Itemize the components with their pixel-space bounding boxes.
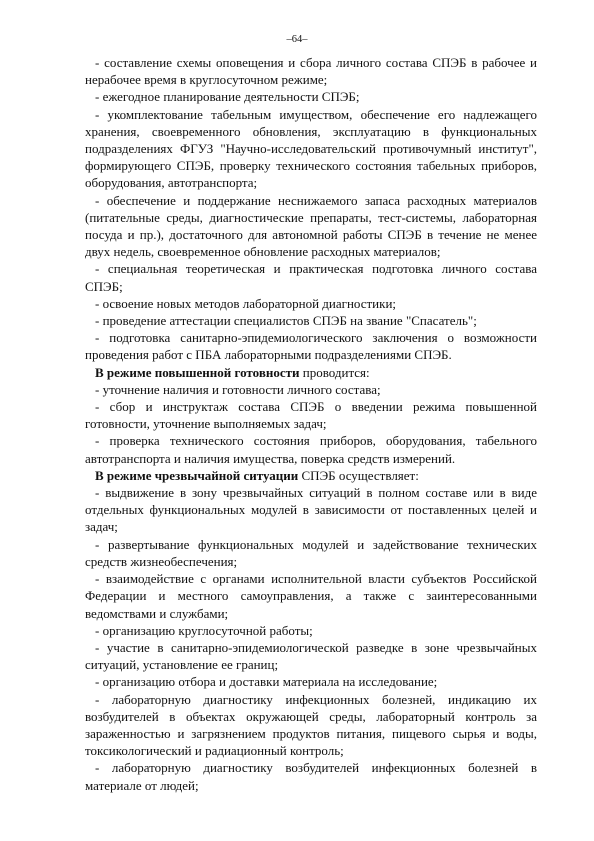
paragraph: - подготовка санитарно-эпидемиологического заключения о возможности проведения работ с ПБА лабораторными подразделениями СПЭБ. <box>85 330 537 363</box>
paragraph: - выдвижение в зону чрезвычайных ситуаций в полном составе или в виде отдельных функциональных модулей в зависимости от поставленных целей и задач; <box>85 485 537 535</box>
paragraph: - уточнение наличия и готовности личного состава; <box>95 381 381 397</box>
paragraph: - укомплектование табельным имуществом, обеспечение его надлежащего хранения, своевременного обновления, эксплуатацию в функциональных подразделениях ФГУЗ "Научно-исследовательский противочумный институт", формирующего СПЭБ, проверку технического состояния табельных приборов, оборудования, автотранспорта; <box>85 106 537 191</box>
paragraph: - лабораторную диагностику возбудителей инфекционных болезней в материале от людей; <box>85 760 537 793</box>
paragraph: - специальная теоретическая и практическая подготовка личного состава СПЭБ; <box>85 261 537 294</box>
paragraph: - обеспечение и поддержание неснижаемого запаса расходных материалов (питательные среды, диагностические препараты, тест-системы, лабораторная посуда и пр.), достаточного для автономной работы СПЭБ в течение не менее двух недель, своевременное обновление расходных материалов; <box>85 192 537 260</box>
section-heading-high-readiness <box>85 364 537 381</box>
heading-bold-text: В режиме чрезвычайной ситуации <box>95 467 299 483</box>
heading-bold-text: В режиме повышенной готовности <box>95 364 300 380</box>
paragraph: - составление схемы оповещения и сбора личного состава СПЭБ в рабочее и нерабочее время в круглосуточном режиме; <box>85 55 537 88</box>
paragraph: - лабораторную диагностику инфекционных болезней, индикацию их возбудителей в объектах окружающей среды, лабораторный контроль за зараженностью и загрязнением продуктов питания, пищевого сырья и воды, токсикологический и радиационный контроль; <box>85 691 537 759</box>
paragraph: - взаимодействие с органами исполнительной власти субъектов Российской Федерации и местного самоуправления, а также с заинтересованными ведомствами и службами; <box>85 571 537 621</box>
paragraph: - участие в санитарно-эпидемиологической разведке в зоне чрезвычайных ситуаций, установление ее границ; <box>85 639 537 673</box>
heading-rest-text: проводится: <box>299 364 370 380</box>
paragraph: - организацию круглосуточной работы; <box>95 622 313 638</box>
paragraph: - освоение новых методов лабораторной диагностики; <box>95 295 397 311</box>
page-number: –64– <box>286 34 308 45</box>
paragraph: - развертывание функциональных модулей и задействование технических средств жизнеобеспечения; <box>85 536 537 569</box>
paragraph: - сбор и инструктаж состава СПЭБ о введении режима повышенной готовности, уточнение выполняемых задач; <box>85 399 537 432</box>
paragraph: - организацию отбора и доставки материала на исследование; <box>95 674 438 690</box>
section-heading-emergency <box>85 467 537 484</box>
heading-rest-text: СПЭБ осуществляет: <box>298 467 419 483</box>
paragraph: - проведение аттестации специалистов СПЭБ на звание "Спасатель"; <box>95 313 477 329</box>
page-body <box>85 54 537 794</box>
paragraph: - ежегодное планирование деятельности СПЭБ; <box>95 89 360 105</box>
paragraph: - проверка технического состояния приборов, оборудования, табельного автотранспорта и наличия имущества, поверка средств измерений. <box>85 433 537 466</box>
